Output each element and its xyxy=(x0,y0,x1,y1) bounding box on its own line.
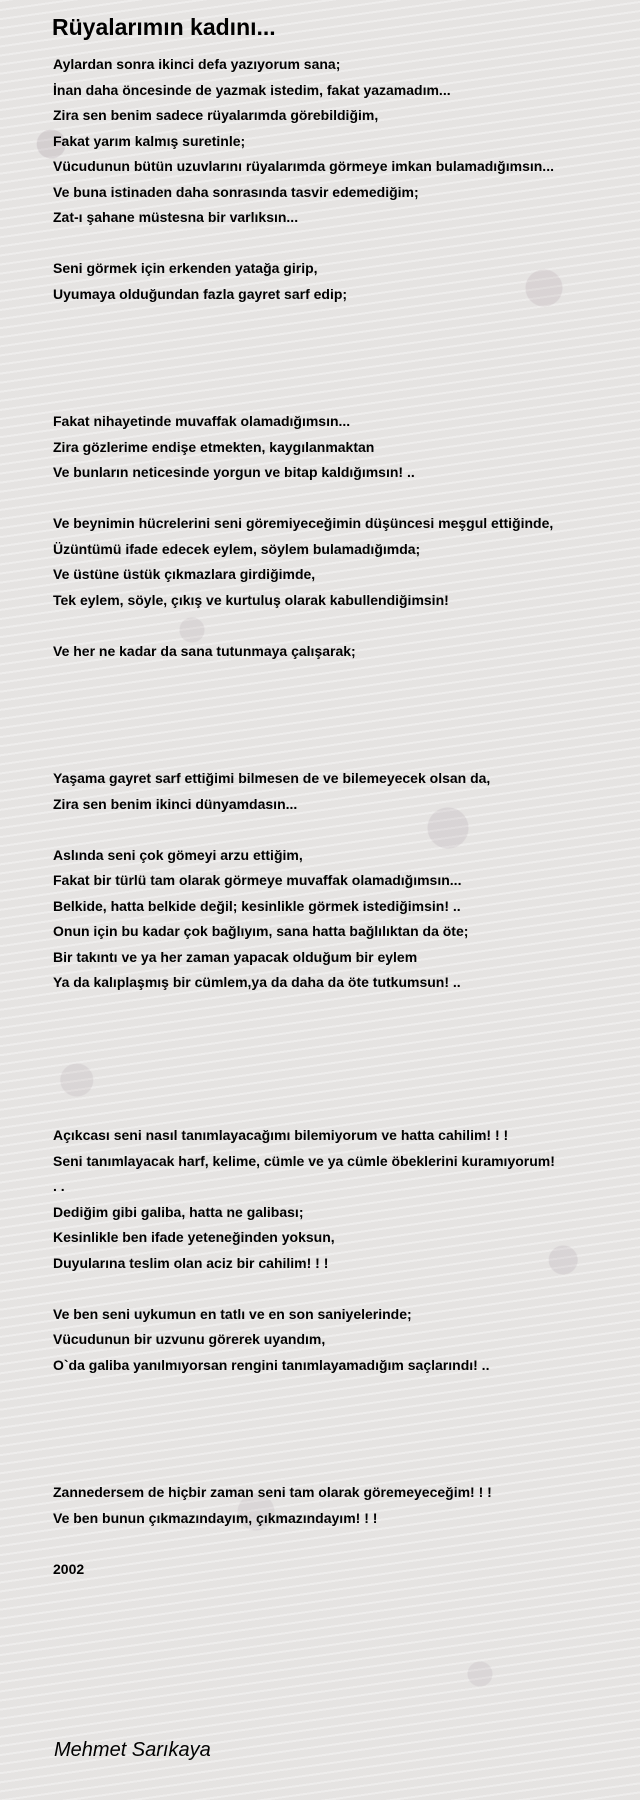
poem-line: Tek eylem, söyle, çıkış ve kurtuluş olarak kabullendiğimsin! xyxy=(53,591,449,608)
poem-line: İnan daha öncesinde de yazmak istedim, fakat yazamadım... xyxy=(53,81,451,98)
poem-line: Ve ben seni uykumun en tatlı ve en son saniyelerinde; xyxy=(53,1305,412,1322)
poem-line: Üzüntümü ifade edecek eylem, söylem bulamadığımda; xyxy=(53,540,421,557)
poem-line: O`da galiba yanılmıyorsan rengini tanımlayamadığım saçlarındı! .. xyxy=(53,1356,490,1373)
poem-line: . . xyxy=(53,1178,65,1194)
stanza-break xyxy=(53,1047,637,1073)
stanza-break xyxy=(53,817,637,843)
stanza-break xyxy=(53,1531,637,1557)
poem-line: Fakat nihayetinde muvaffak olamadığımsın... xyxy=(53,413,351,429)
stanza-break xyxy=(53,690,637,716)
poem-line: 2002 xyxy=(53,1560,85,1577)
poem-line: Vücudunun bütün uzuvlarını rüyalarımda görmeye imkan bulamadığımsın... xyxy=(53,158,554,174)
stanza-break xyxy=(53,1021,637,1047)
stanza-break xyxy=(53,1404,637,1430)
poem-line: Zira gözlerime endişe etmekten, kaygılanmaktan xyxy=(53,438,375,455)
stanza-break xyxy=(53,664,637,690)
poem-title: Rüyalarımın kadını... xyxy=(52,14,276,40)
poem-line: Zira sen benim ikinci dünyamdasın... xyxy=(53,795,298,812)
stanza-break xyxy=(53,1072,637,1098)
poem-line: Ve buna istinaden daha sonrasında tasvir edemediğim; xyxy=(53,183,419,200)
stanza-break xyxy=(53,1378,637,1404)
poem-line: Fakat yarım kalmış suretinle; xyxy=(53,132,246,149)
stanza-break xyxy=(53,741,637,767)
poem-line: Seni görmek için erkenden yatağa girip, xyxy=(53,260,318,276)
poem-line: Zat-ı şahane müstesna bir varlıksın... xyxy=(53,209,299,225)
stanza-break xyxy=(53,231,637,257)
poem-line: Aslında seni çok gömeyi arzu ettiğim, xyxy=(53,846,303,863)
stanza-break xyxy=(53,1455,637,1481)
poem-line: Onun için bu kadar çok bağlıyım, sana hatta bağlılıktan da öte; xyxy=(53,923,469,939)
stanza-break xyxy=(53,1276,637,1302)
poem-line: Uyumaya olduğundan fazla gayret sarf edip; xyxy=(53,285,348,302)
poem-body xyxy=(53,52,637,1582)
poem-line: Vücudunun bir uzvunu görerek uyandım, xyxy=(53,1331,326,1347)
stanza-break xyxy=(53,384,637,410)
poem-line: Yaşama gayret sarf ettiğimi bilmesen de ve bilemeyecek olsan da, xyxy=(53,770,491,786)
poem-line: Seni tanımlayacak harf, kelime, cümle ve ya cümle öbeklerini kuramıyorum! xyxy=(53,1152,555,1169)
poem-line: Dediğim gibi galiba, hatta ne galibası; xyxy=(53,1203,304,1220)
poem-line: Zira sen benim sadece rüyalarımda görebildiğim, xyxy=(53,107,379,123)
poem-line: Ve bunların neticesinde yorgun ve bitap kaldığımsın! .. xyxy=(53,464,415,480)
stanza-break xyxy=(53,1098,637,1124)
poem-line: Ve her ne kadar da sana tutunmaya çalışarak; xyxy=(53,642,356,659)
poem-line: Zannedersem de hiçbir zaman seni tam olarak göremeyeceğim! ! ! xyxy=(53,1484,492,1500)
poem-line: Aylardan sonra ikinci defa yazıyorum sana; xyxy=(53,56,341,72)
stanza-break xyxy=(53,358,637,384)
poem-line: Belkide, hatta belkide değil; kesinlikle görmek istediğimsin! .. xyxy=(53,897,461,914)
poem-line: Ve beynimin hücrelerini seni göremiyeceğimin düşüncesi meşgul ettiğinde, xyxy=(53,515,554,531)
poem-line: Ve üstüne üstük çıkmazlara girdiğimde, xyxy=(53,566,316,582)
poem-line: Bir takıntı ve ya her zaman yapacak olduğum bir eylem xyxy=(53,948,418,965)
stanza-break xyxy=(53,486,637,512)
stanza-break xyxy=(53,1429,637,1455)
poem-line: Kesinlikle ben ifade yeteneğinden yoksun, xyxy=(53,1229,335,1245)
stanza-break xyxy=(53,996,637,1022)
poem-line: Fakat bir türlü tam olarak görmeye muvaffak olamadığımsın... xyxy=(53,872,462,888)
poem-line: Ya da kalıplaşmış bir cümlem,ya da daha da öte tutkumsun! .. xyxy=(53,974,461,990)
stanza-break xyxy=(53,333,637,359)
stanza-break xyxy=(53,307,637,333)
poem-line: Ve ben bunun çıkmazındayım, çıkmazındayım! ! ! xyxy=(53,1509,378,1526)
author-name: Mehmet Sarıkaya xyxy=(54,1739,211,1761)
poem-line: Duyularına teslim olan aciz bir cahilim! ! ! xyxy=(53,1254,329,1271)
stanza-break xyxy=(53,715,637,741)
stanza-break xyxy=(53,613,637,639)
poem-line: Açıkcası seni nasıl tanımlayacağımı bilemiyorum ve hatta cahilim! ! ! xyxy=(53,1127,509,1143)
